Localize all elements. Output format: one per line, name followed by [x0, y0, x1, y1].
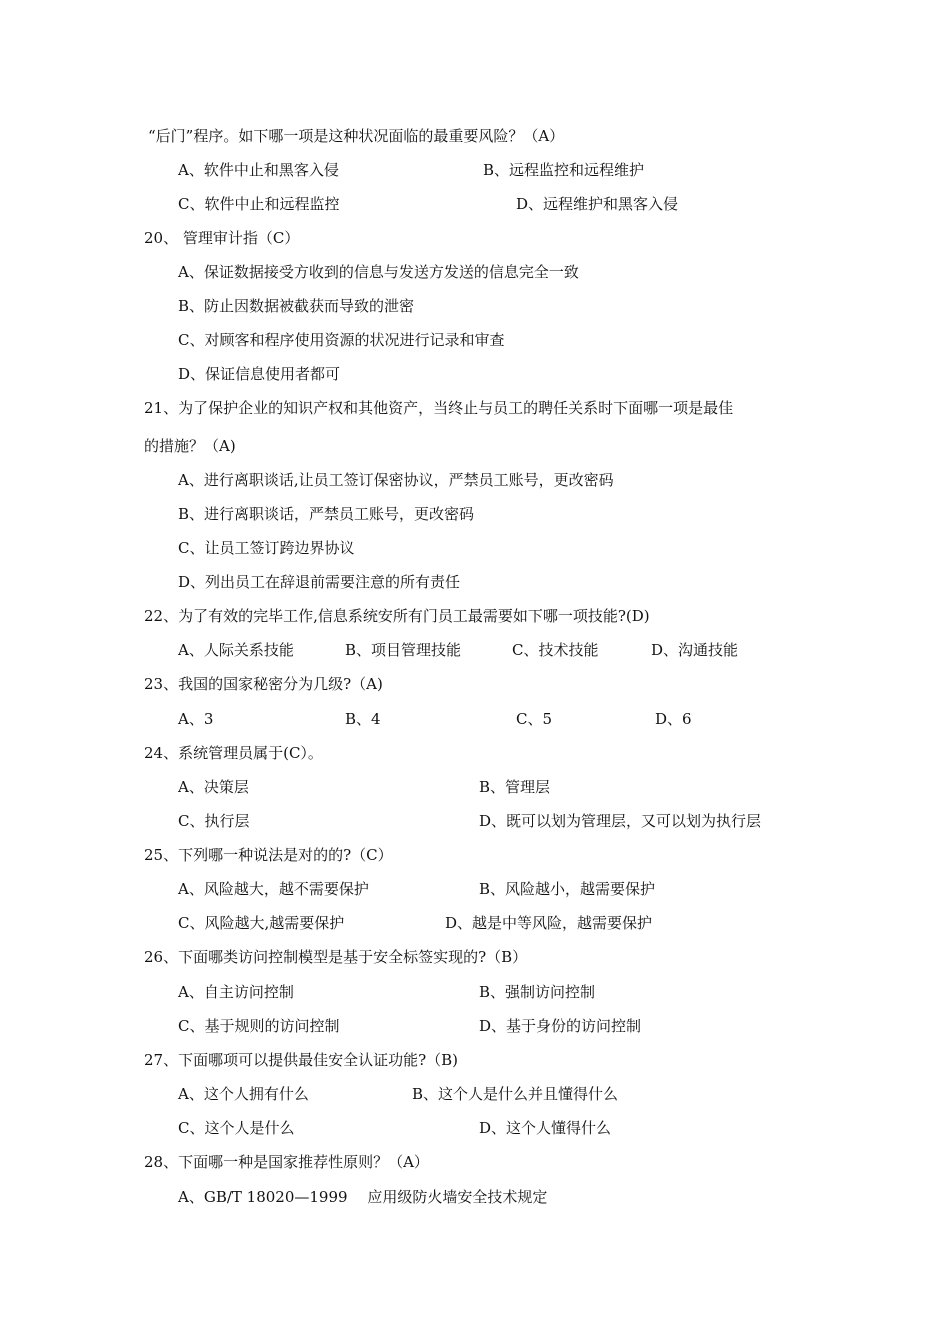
option-a: A、软件中止和黑客入侵 [178, 161, 339, 179]
option-b: B、远程监控和远程维护 [483, 161, 645, 179]
option-b: B、强制访问控制 [479, 983, 596, 1001]
question-19-continuation: “后门”程序。如下哪一项是这种状况面临的最重要风险？（A） [148, 127, 565, 145]
option-c: C、技术技能 [512, 641, 599, 659]
question-23: 23、我国的国家秘密分为几级?（A) [144, 675, 383, 693]
option-c: C、风险越大,越需要保护 [178, 914, 345, 932]
option-b: B、风险越小，越需要保护 [479, 880, 656, 898]
option-a: A、GB/T 18020—1999 应用级防火墙安全技术规定 [178, 1188, 548, 1206]
option-c: C、执行层 [178, 812, 250, 830]
option-b: B、4 [345, 710, 381, 728]
option-a: A、3 [178, 710, 214, 728]
option-c: C、这个人是什么 [178, 1119, 295, 1137]
option-a: A、风险越大，越不需要保护 [178, 880, 369, 898]
question-21: 21、为了保护企业的知识产权和其他资产，当终止与员工的聘任关系时下面哪一项是最佳 [144, 399, 734, 417]
option-d: D、越是中等风险，越需要保护 [445, 914, 653, 932]
option-a: A、保证数据接受方收到的信息与发送方发送的信息完全一致 [178, 263, 579, 281]
option-d: D、这个人懂得什么 [479, 1119, 612, 1137]
question-27: 27、下面哪项可以提供最佳安全认证功能?（B) [144, 1051, 459, 1069]
question-25: 25、下列哪一种说法是对的的?（C） [144, 846, 393, 864]
question-21-continuation: 的措施？（A) [144, 437, 236, 455]
option-d: D、远程维护和黑客入侵 [516, 195, 679, 213]
option-b: B、进行离职谈话，严禁员工账号，更改密码 [178, 505, 475, 523]
question-20: 20、 管理审计指（C） [144, 229, 300, 247]
option-c: C、5 [516, 710, 553, 728]
option-d: D、基于身份的访问控制 [479, 1017, 642, 1035]
option-b: B、这个人是什么并且懂得什么 [412, 1085, 619, 1103]
option-c: C、对顾客和程序使用资源的状况进行记录和审查 [178, 331, 505, 349]
option-a: A、人际关系技能 [178, 641, 294, 659]
option-d: D、列出员工在辞退前需要注意的所有责任 [178, 573, 461, 591]
question-24: 24、系统管理员属于(C）。 [144, 744, 323, 762]
question-22: 22、为了有效的完毕工作,信息系统安所有门员工最需要如下哪一项技能?(D) [144, 607, 650, 625]
option-b: B、项目管理技能 [345, 641, 462, 659]
question-28: 28、下面哪一种是国家推荐性原则？（A） [144, 1153, 429, 1171]
option-c: C、基于规则的访问控制 [178, 1017, 340, 1035]
option-a: A、自主访问控制 [178, 983, 294, 1001]
option-c: C、让员工签订跨边界协议 [178, 539, 355, 557]
option-d: D、既可以划为管理层，又可以划为执行层 [479, 812, 762, 830]
option-b: B、防止因数据被截获而导致的泄密 [178, 297, 415, 315]
option-d: D、沟通技能 [651, 641, 739, 659]
option-c: C、软件中止和远程监控 [178, 195, 340, 213]
option-d: D、保证信息使用者都可 [178, 365, 341, 383]
option-a: A、这个人拥有什么 [178, 1085, 309, 1103]
option-d: D、6 [655, 710, 692, 728]
option-b: B、管理层 [479, 778, 551, 796]
question-26: 26、下面哪类访问控制模型是基于安全标签实现的?（B） [144, 948, 528, 966]
option-a: A、决策层 [178, 778, 249, 796]
option-a: A、进行离职谈话,让员工签订保密协议，严禁员工账号，更改密码 [178, 471, 614, 489]
